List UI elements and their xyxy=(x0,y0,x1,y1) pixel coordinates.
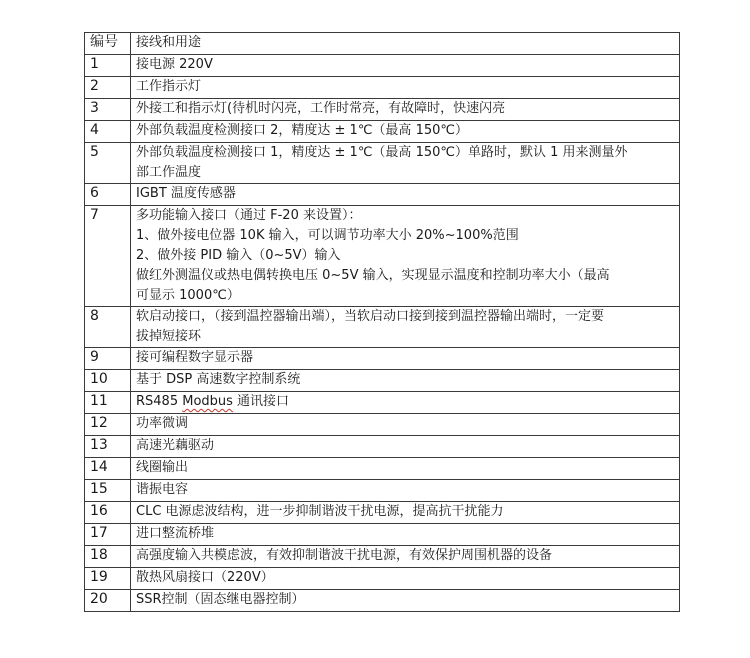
description-line: 接电源 220V xyxy=(136,57,213,72)
row-number: 5 xyxy=(85,143,131,184)
description-line: 软启动接口，（接到温控器输出端），当软启动口接到接到温控器输出端时，一定要 xyxy=(136,309,605,324)
row-description xyxy=(131,414,680,436)
row-description xyxy=(131,546,680,568)
table-row xyxy=(85,480,680,502)
row-number: 10 xyxy=(85,370,131,392)
description-line: CLC 电源虑波结构，进一步抑制谐波干扰电源，提高抗干扰能力 xyxy=(136,504,504,519)
row-number: 17 xyxy=(85,524,131,546)
row-number: 9 xyxy=(85,348,131,370)
table-row xyxy=(85,458,680,480)
description-line: 部工作温度 xyxy=(136,165,202,180)
description-line: SSR控制（固态继电器控制） xyxy=(136,592,305,607)
row-description xyxy=(131,121,680,143)
row-number: 14 xyxy=(85,458,131,480)
table-row xyxy=(85,348,680,370)
row-number: 13 xyxy=(85,436,131,458)
row-description xyxy=(131,524,680,546)
wiring-table-body xyxy=(85,33,680,612)
description-line: 做红外测温仪或热电偶转换电压 0~5V 输入，实现显示温度和控制功率大小（最高 xyxy=(136,268,610,283)
description-line: 1、做外接电位器 10K 输入，可以调节功率大小 20%~100%范围 xyxy=(136,228,519,243)
row-description xyxy=(131,392,680,414)
table-row xyxy=(85,370,680,392)
description-line: 接可编程数字显示器 xyxy=(136,350,254,365)
table-row xyxy=(85,436,680,458)
row-number: 20 xyxy=(85,590,131,612)
row-number: 16 xyxy=(85,502,131,524)
row-description xyxy=(131,55,680,77)
table-row xyxy=(85,184,680,206)
table-row xyxy=(85,392,680,414)
description-line: RS485 Modbus 通讯接口 xyxy=(136,394,290,409)
table-row xyxy=(85,143,680,184)
row-description xyxy=(131,206,680,307)
table-row xyxy=(85,55,680,77)
row-number: 7 xyxy=(85,206,131,307)
row-description xyxy=(131,370,680,392)
row-number: 6 xyxy=(85,184,131,206)
wiring-table xyxy=(84,32,680,612)
row-description xyxy=(131,568,680,590)
row-number: 8 xyxy=(85,307,131,348)
row-description xyxy=(131,99,680,121)
table-row xyxy=(85,568,680,590)
description-line: 高速光藕驱动 xyxy=(136,438,215,453)
description-line: 基于 DSP 高速数字控制系统 xyxy=(136,372,301,387)
row-description xyxy=(131,480,680,502)
table-row xyxy=(85,546,680,568)
description-line: 线圈输出 xyxy=(136,460,189,475)
description-line: 多功能输入接口（通过 F-20 来设置）： xyxy=(136,208,362,223)
row-description xyxy=(131,502,680,524)
row-number: 19 xyxy=(85,568,131,590)
description-line: 外部负载温度检测接口 2，精度达 ± 1℃（最高 150℃） xyxy=(136,123,468,138)
table-row xyxy=(85,502,680,524)
row-description xyxy=(131,307,680,348)
header-number: 编号 xyxy=(85,33,131,55)
description-line: 外部负载温度检测接口 1，精度达 ± 1℃（最高 150℃）单路时，默认 1 用来测量外 xyxy=(136,145,628,160)
row-description xyxy=(131,77,680,99)
row-number: 1 xyxy=(85,55,131,77)
table-row xyxy=(85,99,680,121)
table-row xyxy=(85,414,680,436)
table-row xyxy=(85,307,680,348)
row-number: 4 xyxy=(85,121,131,143)
row-description xyxy=(131,143,680,184)
table-row xyxy=(85,77,680,99)
description-line: IGBT 温度传感器 xyxy=(136,186,236,201)
row-number: 11 xyxy=(85,392,131,414)
table-row xyxy=(85,121,680,143)
description-line: 功率微调 xyxy=(136,416,189,431)
row-description xyxy=(131,184,680,206)
description-line: 谐振电容 xyxy=(136,482,189,497)
description-line: 散热风扇接口（220V） xyxy=(136,570,274,585)
row-description xyxy=(131,590,680,612)
description-line: 拔掉短接环 xyxy=(136,329,202,344)
description-line: 2、做外接 PID 输入（0~5V）输入 xyxy=(136,248,341,263)
description-line: 外接工和指示灯(待机时闪亮，工作时常亮，有故障时，快速闪亮 xyxy=(136,101,506,116)
description-line: 高强度输入共模虑波，有效抑制谐波干扰电源，有效保护周围机器的设备 xyxy=(136,548,553,563)
row-number: 12 xyxy=(85,414,131,436)
spellcheck-underline: Modbus xyxy=(182,394,233,409)
row-number: 18 xyxy=(85,546,131,568)
row-description xyxy=(131,348,680,370)
table-header-row xyxy=(85,33,680,55)
description-line: 可显示 1000℃） xyxy=(136,288,240,303)
row-number: 3 xyxy=(85,99,131,121)
row-number: 2 xyxy=(85,77,131,99)
table-row xyxy=(85,524,680,546)
description-line: 进口整流桥堆 xyxy=(136,526,215,541)
table-row xyxy=(85,590,680,612)
row-description xyxy=(131,458,680,480)
header-description: 接线和用途 xyxy=(131,33,680,55)
row-description xyxy=(131,436,680,458)
description-line: 工作指示灯 xyxy=(136,79,202,94)
table-row xyxy=(85,206,680,307)
row-number: 15 xyxy=(85,480,131,502)
